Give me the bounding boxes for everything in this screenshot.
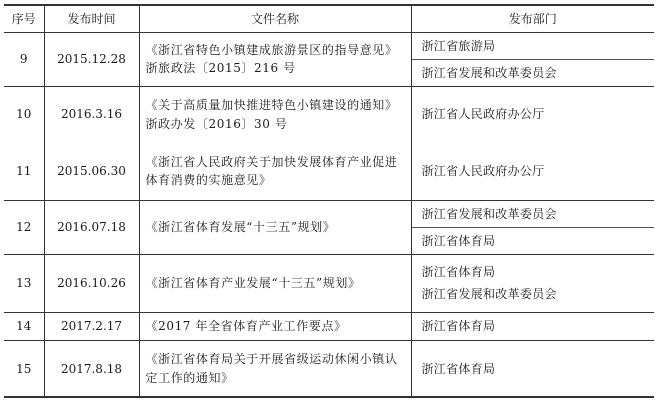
row-dept: 浙江省人民政府办公厅 bbox=[411, 142, 654, 200]
table-row bbox=[4, 142, 654, 200]
row-date: 2016.07.18 bbox=[44, 200, 139, 254]
row-date: 2017.2.17 bbox=[44, 312, 139, 341]
table-row bbox=[4, 312, 654, 341]
row-dept: 浙江省发展和改革委员会 bbox=[411, 59, 654, 86]
row-title: 《关于高质量加快推进特色小镇建设的通知》浙政办发〔2016〕30 号 bbox=[139, 86, 411, 142]
table-row bbox=[4, 86, 654, 142]
row-title: 《浙江省特色小镇建成旅游景区的指导意见》浙旅政法〔2015〕216 号 bbox=[139, 33, 411, 87]
row-date: 2015.06.30 bbox=[44, 142, 139, 200]
header-title: 文件名称 bbox=[139, 5, 411, 33]
row-date: 2016.10.26 bbox=[44, 254, 139, 312]
row-title: 《浙江省人民政府关于加快发展体育产业促进体育消费的实施意见》 bbox=[139, 142, 411, 200]
row-dept: 浙江省发展和改革委员会 bbox=[411, 200, 654, 227]
row-title: 《2017 年全省体育产业工作要点》 bbox=[139, 312, 411, 341]
row-no: 9 bbox=[19, 52, 28, 67]
row-no: 15 bbox=[4, 341, 44, 397]
row-no: 13 bbox=[4, 254, 44, 312]
row-date: 2017.8.18 bbox=[44, 341, 139, 397]
row-dept: 浙江省人民政府办公厅 bbox=[411, 86, 654, 142]
table-header-row bbox=[4, 5, 654, 33]
row-dept: 浙江省体育局 bbox=[411, 312, 654, 341]
table-row bbox=[4, 341, 654, 397]
row-no: 10 bbox=[4, 86, 44, 142]
row-dept: 浙江省体育局 bbox=[411, 341, 654, 397]
row-dept: 浙江省发展和改革委员会 bbox=[421, 287, 557, 302]
row-title: 《浙江省体育发展“十三五”规划》 bbox=[139, 200, 411, 254]
row-title: 《浙江省体育产业发展“十三五”规划》 bbox=[139, 254, 411, 312]
row-no: 14 bbox=[4, 312, 44, 341]
row-no: 12 bbox=[4, 200, 44, 254]
row-dept-cell bbox=[411, 254, 654, 312]
header-dept: 发布部门 bbox=[411, 5, 654, 33]
table-row bbox=[4, 254, 654, 312]
row-title: 《浙江省体育局关于开展省级运动休闲小镇认定工作的通知》 bbox=[139, 341, 411, 397]
policy-document-table bbox=[4, 4, 654, 398]
row-dept: 浙江省体育局 bbox=[421, 264, 496, 279]
table-row bbox=[4, 33, 654, 60]
header-date: 发布时间 bbox=[44, 5, 139, 33]
table-row bbox=[4, 200, 654, 227]
row-date: 2015.12.28 bbox=[44, 33, 139, 87]
row-date: 2016.3.16 bbox=[44, 86, 139, 142]
row-dept: 浙江省旅游局 bbox=[411, 33, 654, 60]
row-no: 11 bbox=[16, 163, 32, 178]
header-no: 序号 bbox=[4, 5, 44, 33]
row-dept: 浙江省体育局 bbox=[411, 227, 654, 254]
